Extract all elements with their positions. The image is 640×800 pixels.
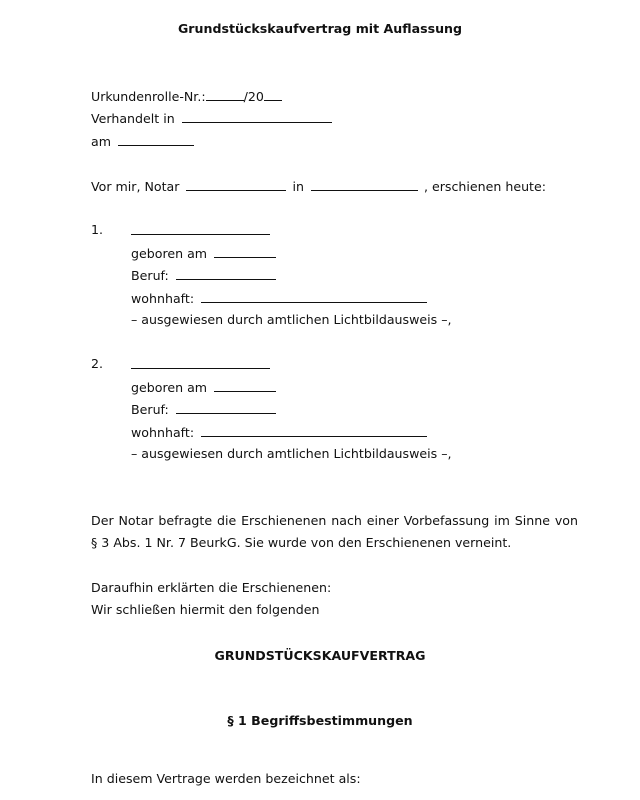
document-title: Grundstückskaufvertrag mit Auflassung: [177, 21, 463, 36]
party-job-label: Beruf:: [131, 268, 169, 283]
notar-in-label: in: [292, 179, 304, 194]
party-born-line: [131, 245, 276, 262]
section-1-intro: In diesem Vertrage werden bezeichnet als:: [91, 771, 361, 786]
notar-prefix: Vor mir, Notar: [91, 179, 180, 194]
party-residence-line: [131, 424, 427, 441]
party-residence-blank[interactable]: [201, 424, 427, 437]
party-born-blank[interactable]: [214, 379, 276, 392]
party-born-label: geboren am: [131, 380, 208, 395]
party-id-text: – ausgewiesen durch amtlichen Lichtbildausweis –,: [131, 446, 452, 461]
verhandelt-line: [91, 110, 332, 127]
party-name-line: [131, 356, 270, 373]
notar-suffix: , erschienen heute:: [423, 179, 546, 194]
party-number: 2.: [91, 356, 104, 371]
party-job-line: [131, 267, 276, 284]
declaration-line-2: Wir schließen hiermit den folgenden: [91, 602, 320, 617]
party-born-line: [131, 379, 276, 396]
party-born-label: geboren am: [131, 246, 208, 261]
party-name-line: [131, 222, 270, 239]
party-residence-label: wohnhaft:: [131, 291, 195, 306]
urkundenrolle-year-prefix: /20: [243, 89, 264, 104]
urkundenrolle-year-blank[interactable]: [264, 88, 282, 101]
party-born-blank[interactable]: [214, 245, 276, 258]
party-name-blank[interactable]: [131, 356, 270, 369]
party-residence-line: [131, 290, 427, 307]
party-job-label: Beruf:: [131, 402, 169, 417]
section-1-heading: § 1 Begriffsbestimmungen: [227, 713, 413, 728]
vorbefassung-line-1: Der Notar befragte die Erschienenen nach einer Vorbefassung im Sinne von: [91, 513, 578, 528]
vorbefassung-line-2: § 3 Abs. 1 Nr. 7 BeurkG. Sie wurde von den Erschienenen verneint.: [91, 535, 512, 550]
contract-heading: GRUNDSTÜCKSKAUFVERTRAG: [214, 648, 426, 663]
party-residence-blank[interactable]: [201, 290, 427, 303]
verhandelt-place-blank[interactable]: [182, 110, 332, 123]
urkundenrolle-number-blank[interactable]: [206, 88, 244, 101]
party-number: 1.: [91, 222, 104, 237]
notar-name-blank[interactable]: [186, 178, 286, 191]
am-date-blank[interactable]: [118, 133, 194, 146]
am-label: am: [91, 134, 111, 149]
party-job-blank[interactable]: [176, 401, 276, 414]
declaration-line-1: Daraufhin erklärten die Erschienenen:: [91, 580, 332, 595]
party-job-line: [131, 401, 276, 418]
urkundenrolle-label: Urkundenrolle-Nr.:: [91, 89, 206, 104]
verhandelt-label: Verhandelt in: [91, 111, 175, 126]
party-id-text: – ausgewiesen durch amtlichen Lichtbildausweis –,: [131, 312, 452, 327]
notar-place-blank[interactable]: [311, 178, 418, 191]
party-residence-label: wohnhaft:: [131, 425, 195, 440]
party-name-blank[interactable]: [131, 222, 270, 235]
am-line: [91, 133, 194, 150]
urkundenrolle-line: [91, 88, 282, 105]
notar-line: [91, 178, 546, 195]
party-job-blank[interactable]: [176, 267, 276, 280]
